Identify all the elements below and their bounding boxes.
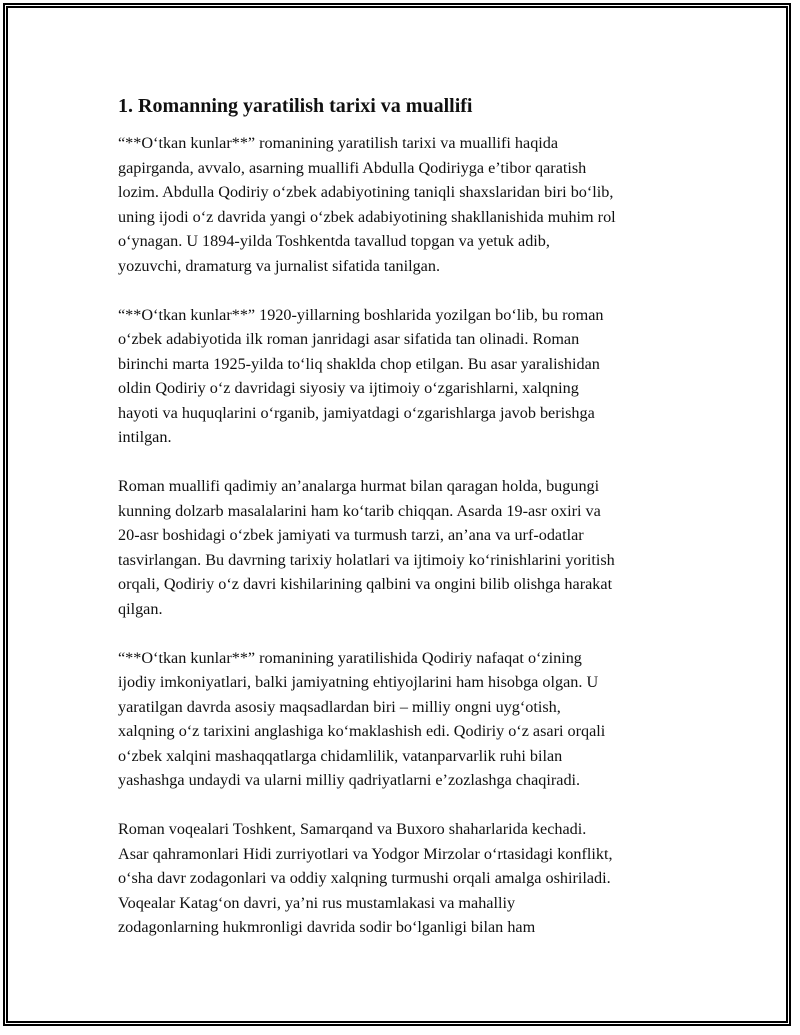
paragraph: “**O‘tkan kunlar**” 1920-yillarning boshlarida yozilgan bo‘lib, bu roman o‘zbek adabiyotida ilk roman janridagi asar sifatida tan olinadi. Roman birinchi marta 1925-yilda to‘liq shaklda chop etilgan. Bu asar yaralishidan oldin Qodiriy o‘z davridagi siyosiy va ijtimoiy o‘zgarishlarni, xalqning hayoti va huquqlarini o‘rganib, jamiyatdagi o‘zgarishlarga javob berishga intilgan.	[118, 305, 604, 446]
paragraph: Roman muallifi qadimiy an’analarga hurmat bilan qaragan holda, bugungi kunning dolzarb masalalarini ham ko‘tarib chiqqan. Asarda 19-asr oxiri va 20-asr boshidagi o‘zbek jamiyati va turmush tarzi, an’ana va urf-odatlar tasvirlangan. Bu davrning tarixiy holatlari va ijtimoiy ko‘rinishlarini yoritish orqali, Qodiriy o‘z davri kishilarining qalbini va ongini bilib olishga harakat qilgan.	[118, 477, 615, 618]
paragraph: “**O‘tkan kunlar**” romanining yaratilishida Qodiriy nafaqat o‘zining ijodiy imkoniyatlari, balki jamiyatning ehtiyojlarini ham hisobga olgan. U yaratilgan davrda asosiy maqsadlardan biri – milliy ongni uyg‘otish, xalqning o‘z tarixini anglashiga ko‘maklashish edi. Qodiriy o‘z asari orqali o‘zbek xalqini mashaqqatlarga chidamlilik, vatanparvarlik ruhi bilan yashashga undaydi va ularni milliy qadriyatlarni e’zozlashga chaqiradi.	[118, 648, 606, 789]
paragraph: Roman voqealari Toshkent, Samarqand va Buxoro shaharlarida kechadi. Asar qahramonlari Hidi zurriyotlari va Yodgor Mirzolar o‘rtasidagi konflikt, o‘sha davr zodagonlari va oddiy xalqning turmushi orqali amalga oshiriladi. Voqealar Katag‘on davri, ya’ni rus mustamlakasi va mahalliy zodagonlarning hukmronligi davrida sodir bo‘lganligi bilan ham	[118, 820, 613, 936]
paragraph: “**O‘tkan kunlar**” romanining yaratilish tarixi va muallifi haqida gapirganda, avvalo, asarning muallifi Abdulla Qodiriyga e’tibor qaratish lozim. Abdulla Qodiriy o‘zbek adabiyotining taniqli shaxslaridan biri bo‘lib, uning ijodi o‘z davrida yangi o‘zbek adabiyotining shakllanishida muhim rol o‘ynagan. U 1894-yilda Toshkentda tavallud topgan va yetuk adib, yozuvchi, dramaturg va jurnalist sifatida tanilgan.	[118, 134, 616, 275]
section-heading: 1. Romanning yaratilish tarixi va muallifi	[118, 95, 473, 117]
document-body	[118, 92, 693, 964]
